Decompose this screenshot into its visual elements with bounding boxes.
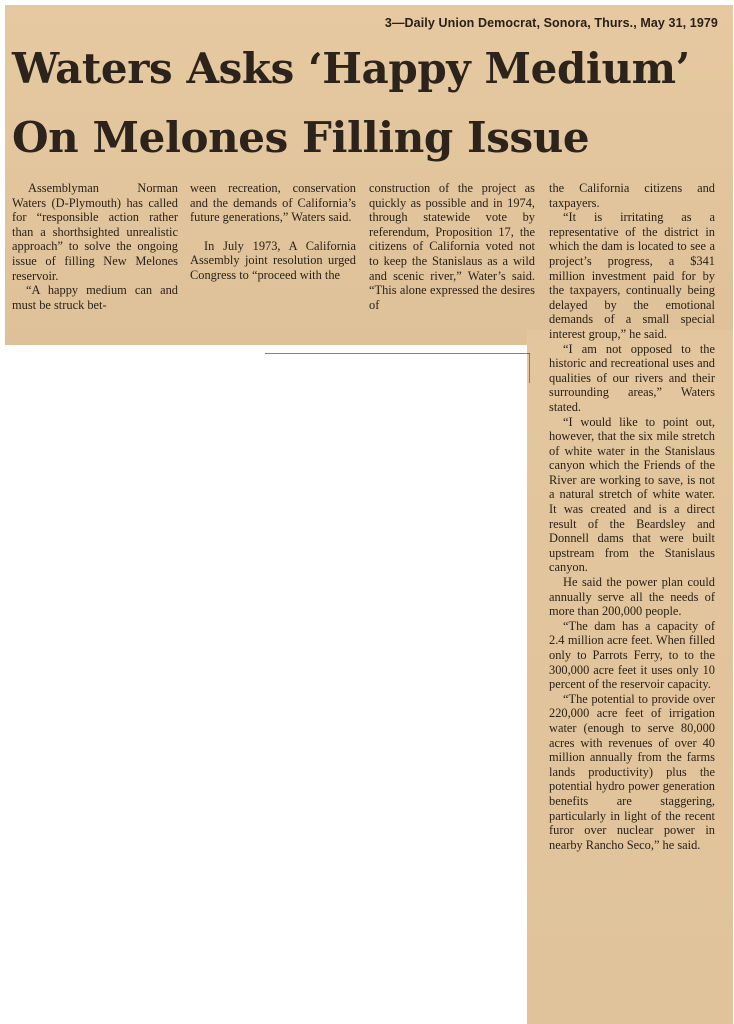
headline-line-1: Waters Asks ‘Happy Medium’ — [12, 44, 690, 93]
paragraph: construction of the project as quickly as possible and in 1974, through statewide vote by referendum, Proposition 17, the citizens of California voted not to keep the Stanislaus as a wild and scenic river,” Water’s said. “This alone expressed the desires of — [369, 181, 535, 312]
paragraph: He said the power plan could annually serve all the needs of more than 200,000 people. — [549, 575, 715, 619]
paragraph: “The dam has a capacity of 2.4 million acre feet. When filled only to Parrots Ferry, to to the 300,000 acre feet it uses only 10 percent of the reservoir capacity. — [549, 618, 715, 692]
paragraph: “I am not opposed to the historic and recreational uses and qualities of our rivers and their surrounding areas,” Waters stated. — [549, 341, 715, 414]
article-column-4 — [549, 181, 715, 852]
article-column-2 — [190, 181, 356, 283]
article-column-1 — [12, 181, 178, 312]
paragraph: In July 1973, A California Assembly joint resolution urged Congress to “proceed with the — [190, 238, 356, 282]
article-column-3 — [369, 181, 535, 312]
paragraph: “The potential to provide over 220,000 acre feet of irrigation water (enough to serve 80,000 acres with revenues of over 40 million annually from the farms lands productivity) plus the potential hydro power generation benefits are staggering, particularly in light of the recent furor over nuclear power in nearby Rancho Seco,” he said. — [549, 691, 715, 852]
dateline: 3—Daily Union Democrat, Sonora, Thurs., May 31, 1979 — [384, 16, 718, 30]
column-rule-line — [265, 353, 530, 354]
paragraph: “A happy medium can and must be struck bet- — [12, 283, 178, 312]
column-rule-vertical — [529, 353, 530, 383]
paragraph: Assemblyman Norman Waters (D-Plymouth) has called for “responsible action rather than a shorthsighted unrealistic approach” to solve the ongoing issue of filling New Melones reservoir. — [12, 181, 178, 283]
paragraph: “It is irritating as a representative of the district in which the dam is located to see a project’s progress, a $341 million investment paid for by the taxpayers, continually being delayed by the emotional demands of a small special interest group,” he said. — [549, 210, 715, 341]
paragraph: ween recreation, conservation and the demands of California’s future generations,” Waters said. — [190, 181, 356, 225]
paragraph: “I would like to point out, however, that the six mile stretch of white water in the Stanislaus canyon which the Friends of the River are working to save, is not a natural stretch of white water. It was created and is a direct result of the Beardsley and Donnell dams that were built upstream from the Stanislaus canyon. — [549, 414, 715, 575]
paragraph: the California citizens and taxpayers. — [549, 181, 715, 210]
headline-line-2: On Melones Filling Issue — [12, 113, 590, 162]
